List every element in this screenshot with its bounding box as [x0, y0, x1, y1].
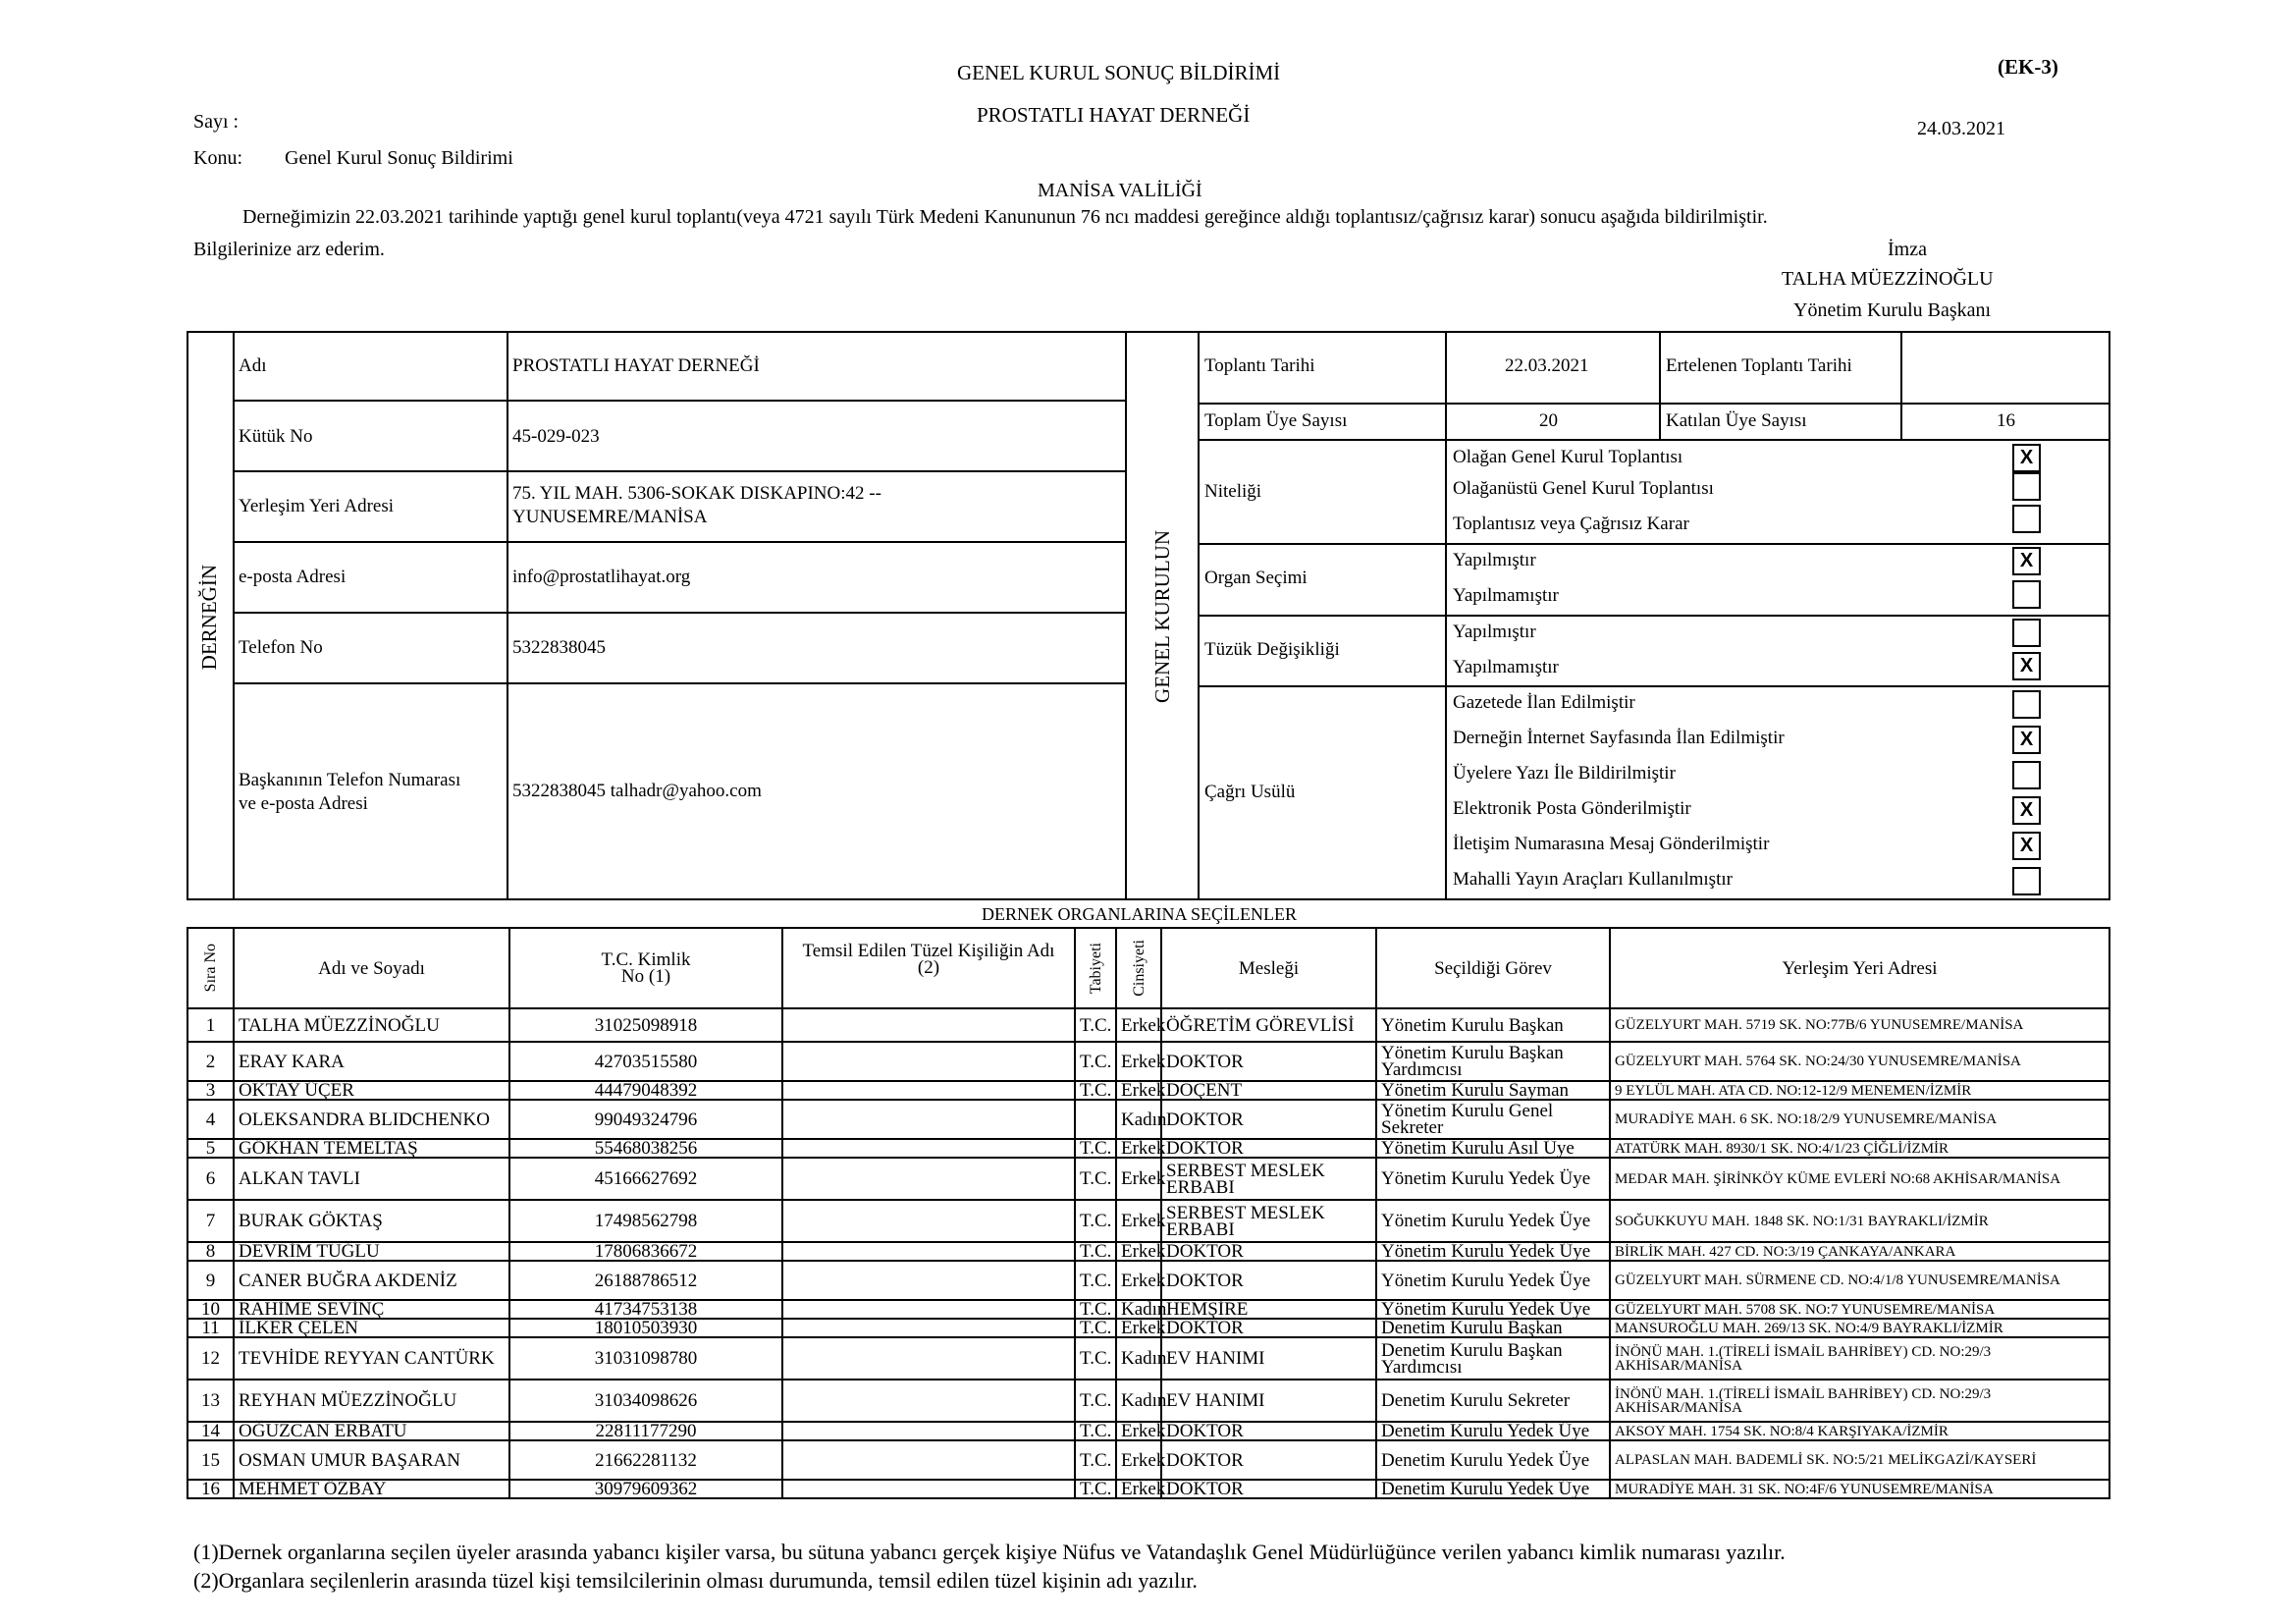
row-adres: GÜZELYURT MAH. 5708 SK. NO:7 YUNUSEMRE/MANİSA	[1610, 1300, 2109, 1319]
row-cinsiyet: Erkek	[1116, 1261, 1161, 1300]
row-meslek: DOKTOR	[1161, 1139, 1376, 1158]
member-row	[187, 1422, 2109, 1440]
row-tc: 21662281132	[509, 1440, 782, 1480]
row-cinsiyet: Kadın	[1116, 1337, 1161, 1380]
dernek-label-telefon: Telefon No	[239, 637, 323, 658]
col-gorev: Seçildiği Görev	[1376, 928, 1610, 1008]
row-tuzel	[782, 1480, 1075, 1498]
row-gorev: Yönetim Kurulu Yedek Üye	[1376, 1242, 1610, 1261]
row-tc: 22811177290	[509, 1422, 782, 1440]
row-adres: MANSUROĞLU MAH. 269/13 SK. NO:4/9 BAYRAKLI/İZMİR	[1610, 1319, 2109, 1337]
member-row	[187, 1319, 2109, 1337]
dernek-value-adi: PROSTATLI HAYAT DERNEĞİ	[512, 355, 760, 376]
row-cinsiyet: Erkek	[1116, 1480, 1161, 1498]
row-no: 10	[187, 1300, 234, 1319]
row-no: 6	[187, 1158, 234, 1200]
row-meslek: DOKTOR	[1161, 1440, 1376, 1480]
annex-label: (EK-3)	[1998, 55, 2058, 79]
row-name: OKTAY ÜÇER	[234, 1081, 509, 1100]
row-tuzel	[782, 1158, 1075, 1200]
row-name: OSMAN UMUR BAŞARAN	[234, 1440, 509, 1480]
cagri-option-1: Gazetede İlan Edilmiştir	[1453, 692, 1635, 713]
konu-value: Genel Kurul Sonuç Bildirimi	[285, 147, 513, 169]
row-no: 9	[187, 1261, 234, 1300]
member-row	[187, 1337, 2109, 1380]
row-tc: 18010503930	[509, 1319, 782, 1337]
dernek-value-eposta: info@prostatlihayat.org	[512, 567, 691, 587]
member-row	[187, 1440, 2109, 1480]
row-tabiyet: T.C.	[1075, 1380, 1116, 1422]
member-row	[187, 1242, 2109, 1261]
row-tabiyet: T.C.	[1075, 1158, 1116, 1200]
recipient: MANİSA VALİLİĞİ	[1038, 180, 1202, 201]
row-meslek: SERBEST MESLEK ERBABI	[1161, 1200, 1376, 1242]
row-name: MEHMET ÖZBAY	[234, 1480, 509, 1498]
col-tabiyet: Tabiyeti	[1075, 928, 1116, 1008]
niteligi-option-1: Olağan Genel Kurul Toplantısı	[1453, 447, 1683, 467]
row-adres: GÜZELYURT MAH. 5719 SK. NO:77B/6 YUNUSEMRE/MANİSA	[1610, 1008, 2109, 1042]
niteligi-option-3: Toplantısız veya Çağrısız Karar	[1453, 514, 1689, 534]
row-name: RAHİME SEVİNÇ	[234, 1300, 509, 1319]
row-cinsiyet: Kadın	[1116, 1380, 1161, 1422]
dernek-label-eposta: e-posta Adresi	[239, 567, 347, 587]
cagri-option-5: İletişim Numarasına Mesaj Gönderilmiştir	[1453, 834, 1770, 854]
dernek-value-telefon: 5322838045	[512, 637, 606, 658]
row-gorev: Yönetim Kurulu Yedek Üye	[1376, 1261, 1610, 1300]
row-tc: 41734753138	[509, 1300, 782, 1319]
row-tc: 55468038256	[509, 1139, 782, 1158]
member-row	[187, 1158, 2109, 1200]
row-gorev: Yönetim Kurulu Yedek Üye	[1376, 1200, 1610, 1242]
row-meslek: ÖĞRETİM GÖREVLİSİ	[1161, 1008, 1376, 1042]
organ-checkbox-1[interactable]: X	[2012, 547, 2041, 575]
row-meslek: HEMŞİRE	[1161, 1300, 1376, 1319]
kurul-side-label: GENEL KURULUN	[1150, 530, 1174, 703]
dernek-value-baskan: 5322838045 talhadr@yahoo.com	[512, 781, 762, 801]
dernek-label-baskan-2: ve e-posta Adresi	[239, 793, 368, 814]
row-gorev: Yönetim Kurulu Başkan Yardımcısı	[1376, 1042, 1610, 1081]
row-name: İLKER ÇELEN	[234, 1319, 509, 1337]
row-meslek: DOKTOR	[1161, 1042, 1376, 1081]
row-adres: MEDAR MAH. ŞİRİNKÖY KÜME EVLERİ NO:68 AKHİSAR/MANİSA	[1610, 1158, 2109, 1200]
row-no: 2	[187, 1042, 234, 1081]
row-cinsiyet: Erkek	[1116, 1158, 1161, 1200]
document-date: 24.03.2021	[1917, 118, 2005, 139]
row-no: 7	[187, 1200, 234, 1242]
niteligi-checkbox-3[interactable]	[2012, 505, 2041, 533]
row-tuzel	[782, 1380, 1075, 1422]
dernek-side-label: DERNEĞİN	[197, 565, 221, 671]
row-tc: 44479048392	[509, 1081, 782, 1100]
signer-name: TALHA MÜEZZİNOĞLU	[1782, 268, 1994, 290]
row-cinsiyet: Kadın	[1116, 1100, 1161, 1139]
row-meslek: DOÇENT	[1161, 1081, 1376, 1100]
row-meslek: DOKTOR	[1161, 1242, 1376, 1261]
col-tc: T.C. Kimlik No (1)	[509, 928, 782, 1008]
row-adres: SOĞUKKUYU MAH. 1848 SK. NO:1/31 BAYRAKLI/İZMİR	[1610, 1200, 2109, 1242]
row-adres: MURADİYE MAH. 31 SK. NO:4F/6 YUNUSEMRE/MANİSA	[1610, 1480, 2109, 1498]
row-cinsiyet: Erkek	[1116, 1319, 1161, 1337]
row-tuzel	[782, 1337, 1075, 1380]
niteligi-option-2: Olağanüstü Genel Kurul Toplantısı	[1453, 478, 1714, 499]
cagri-option-2: Derneğin İnternet Sayfasında İlan Edilmiştir	[1453, 728, 1785, 748]
row-gorev: Denetim Kurulu Başkan	[1376, 1319, 1610, 1337]
toplanti-tarihi-value: 22.03.2021	[1505, 355, 1589, 376]
row-tabiyet: T.C.	[1075, 1261, 1116, 1300]
row-gorev: Yönetim Kurulu Asıl Üye	[1376, 1139, 1610, 1158]
row-name: CANER BUĞRA AKDENİZ	[234, 1261, 509, 1300]
row-meslek: SERBEST MESLEK ERBABI	[1161, 1158, 1376, 1200]
row-no: 15	[187, 1440, 234, 1480]
association-name: PROSTATLI HAYAT DERNEĞİ	[977, 103, 1251, 127]
toplam-uye-value: 20	[1539, 410, 1558, 431]
tuzuk-option-2: Yapılmamıştır	[1453, 657, 1559, 677]
niteligi-checkbox-2[interactable]	[2012, 472, 2041, 501]
cagri-checkbox-3[interactable]	[2012, 761, 2041, 789]
footnote-1: (1)Dernek organlarına seçilen üyeler arasında yabancı kişiler varsa, bu sütuna yabancı gerçek kişiye Nüfus ve Vatandaşlık Genel Müdürlüğünce verilen yabancı kimlik numarası yazılır.	[193, 1540, 1786, 1564]
toplam-uye-label: Toplam Üye Sayısı	[1204, 410, 1348, 431]
row-tuzel	[782, 1042, 1075, 1081]
members-header-row	[187, 928, 2109, 1008]
dernek-value-adres: 75. YIL MAH. 5306-SOKAK DISKAPINO:42 --	[512, 483, 881, 504]
col-cinsiyet: Cinsiyeti	[1116, 928, 1161, 1008]
row-gorev: Denetim Kurulu Yedek Üye	[1376, 1480, 1610, 1498]
row-tc: 17806836672	[509, 1242, 782, 1261]
row-gorev: Yönetim Kurulu Yedek Üye	[1376, 1300, 1610, 1319]
row-name: TALHA MÜEZZİNOĞLU	[234, 1008, 509, 1042]
tuzuk-checkbox-1[interactable]	[2012, 619, 2041, 647]
organ-option-1: Yapılmıştır	[1453, 550, 1536, 570]
row-tuzel	[782, 1242, 1075, 1261]
member-row	[187, 1100, 2109, 1139]
row-tc: 45166627692	[509, 1158, 782, 1200]
row-adres: ATATÜRK MAH. 8930/1 SK. NO:4/1/23 ÇİĞLİ/İZMİR	[1610, 1139, 2109, 1158]
row-tc: 31025098918	[509, 1008, 782, 1042]
member-row	[187, 1008, 2109, 1042]
member-row	[187, 1081, 2109, 1100]
row-name: ALKAN TAVLI	[234, 1158, 509, 1200]
dernek-value-adres-2: YUNUSEMRE/MANİSA	[512, 507, 708, 527]
cagri-checkbox-5[interactable]: X	[2012, 832, 2041, 860]
row-no: 11	[187, 1319, 234, 1337]
dernek-value-kutuk: 45-029-023	[512, 426, 600, 447]
row-adres: İNÖNÜ MAH. 1.(TİRELİ İSMAİL BAHRİBEY) CD. NO:29/3 AKHİSAR/MANİSA	[1610, 1380, 2109, 1422]
row-tuzel	[782, 1440, 1075, 1480]
col-meslek: Mesleği	[1161, 928, 1376, 1008]
row-gorev: Denetim Kurulu Başkan Yardımcısı	[1376, 1337, 1610, 1380]
row-tuzel	[782, 1100, 1075, 1139]
cagri-option-3: Üyelere Yazı İle Bildirilmiştir	[1453, 763, 1676, 784]
row-name: ERAY KARA	[234, 1042, 509, 1081]
row-tuzel	[782, 1319, 1075, 1337]
row-meslek: EV HANIMI	[1161, 1380, 1376, 1422]
row-cinsiyet: Erkek	[1116, 1242, 1161, 1261]
organ-label: Organ Seçimi	[1204, 568, 1308, 588]
row-gorev: Denetim Kurulu Sekreter	[1376, 1380, 1610, 1422]
row-meslek: DOKTOR	[1161, 1261, 1376, 1300]
row-meslek: DOKTOR	[1161, 1100, 1376, 1139]
niteligi-checkbox-1[interactable]: X	[2012, 444, 2041, 472]
row-name: OĞUZCAN ERBATU	[234, 1422, 509, 1440]
tuzuk-label: Tüzük Değişikliği	[1204, 639, 1340, 660]
row-adres: GÜZELYURT MAH. 5764 SK. NO:24/30 YUNUSEMRE/MANİSA	[1610, 1042, 2109, 1081]
row-tc: 42703515580	[509, 1042, 782, 1081]
member-row	[187, 1261, 2109, 1300]
row-name: DEVRİM TUĞLU	[234, 1242, 509, 1261]
organ-checkbox-2[interactable]	[2012, 580, 2041, 609]
member-row	[187, 1042, 2109, 1081]
row-cinsiyet: Erkek	[1116, 1422, 1161, 1440]
row-tc: 31031098780	[509, 1337, 782, 1380]
row-tabiyet: T.C.	[1075, 1139, 1116, 1158]
row-no: 12	[187, 1337, 234, 1380]
row-gorev: Yönetim Kurulu Sayman	[1376, 1081, 1610, 1100]
row-tc: 30979609362	[509, 1480, 782, 1498]
row-cinsiyet: Kadın	[1116, 1300, 1161, 1319]
row-tc: 31034098626	[509, 1380, 782, 1422]
members-table	[187, 927, 2110, 1499]
footnote-2: (2)Organlara seçilenlerin arasında tüzel kişi temsilcilerinin olması durumunda, temsil edilen tüzel kişinin adı yazılır.	[193, 1568, 1198, 1593]
toplanti-tarihi-label: Toplantı Tarihi	[1204, 355, 1315, 376]
row-no: 13	[187, 1380, 234, 1422]
member-row	[187, 1380, 2109, 1422]
katilan-value: 16	[1997, 410, 2015, 431]
katilan-label: Katılan Üye Sayısı	[1666, 410, 1807, 431]
row-tc: 99049324796	[509, 1100, 782, 1139]
row-tabiyet: T.C.	[1075, 1422, 1116, 1440]
row-no: 14	[187, 1422, 234, 1440]
row-cinsiyet: Erkek	[1116, 1081, 1161, 1100]
row-tabiyet	[1075, 1100, 1116, 1139]
col-sira: Sıra No	[187, 928, 234, 1008]
row-meslek: EV HANIMI	[1161, 1337, 1376, 1380]
row-tabiyet: T.C.	[1075, 1300, 1116, 1319]
row-tabiyet: T.C.	[1075, 1480, 1116, 1498]
row-cinsiyet: Erkek	[1116, 1008, 1161, 1042]
paragraph-line2: Bilgilerinize arz ederim.	[193, 239, 385, 260]
row-tc: 26188786512	[509, 1261, 782, 1300]
row-tuzel	[782, 1422, 1075, 1440]
col-tuzel: Temsil Edilen Tüzel Kişiliğin Adı (2)	[782, 928, 1075, 1008]
dernek-label-kutuk: Kütük No	[239, 426, 313, 447]
row-cinsiyet: Erkek	[1116, 1200, 1161, 1242]
member-row	[187, 1139, 2109, 1158]
row-cinsiyet: Erkek	[1116, 1139, 1161, 1158]
niteligi-label: Niteliği	[1204, 481, 1262, 502]
cagri-checkbox-2[interactable]: X	[2012, 726, 2041, 754]
cagri-checkbox-6[interactable]	[2012, 867, 2041, 895]
members-caption: DERNEK ORGANLARINA SEÇİLENLER	[982, 904, 1297, 924]
row-name: BURAK GÖKTAŞ	[234, 1200, 509, 1242]
cagri-option-6: Mahalli Yayın Araçları Kullanılmıştır	[1453, 869, 1733, 890]
row-tuzel	[782, 1139, 1075, 1158]
row-tabiyet: T.C.	[1075, 1042, 1116, 1081]
row-gorev: Denetim Kurulu Yedek Üye	[1376, 1422, 1610, 1440]
row-tuzel	[782, 1300, 1075, 1319]
row-tabiyet: T.C.	[1075, 1319, 1116, 1337]
organ-option-2: Yapılmamıştır	[1453, 585, 1559, 606]
row-adres: GÜZELYURT MAH. SÜRMENE CD. NO:4/1/8 YUNUSEMRE/MANİSA	[1610, 1261, 2109, 1300]
row-tabiyet: T.C.	[1075, 1440, 1116, 1480]
imza-label: İmza	[1888, 239, 1927, 260]
row-no: 16	[187, 1480, 234, 1498]
konu-label: Konu:	[193, 147, 242, 169]
member-row	[187, 1480, 2109, 1498]
cagri-checkbox-1[interactable]	[2012, 690, 2041, 719]
sayi-label: Sayı :	[193, 111, 240, 133]
row-tuzel	[782, 1081, 1075, 1100]
dernek-label-baskan: Başkanının Telefon Numarası	[239, 770, 461, 790]
row-tuzel	[782, 1200, 1075, 1242]
row-adres: ALPASLAN MAH. BADEMLİ SK. NO:5/21 MELİKGAZİ/KAYSERİ	[1610, 1440, 2109, 1480]
row-gorev: Denetim Kurulu Yedek Üye	[1376, 1440, 1610, 1480]
row-cinsiyet: Erkek	[1116, 1440, 1161, 1480]
tuzuk-option-1: Yapılmıştır	[1453, 622, 1536, 642]
row-meslek: DOKTOR	[1161, 1422, 1376, 1440]
row-no: 1	[187, 1008, 234, 1042]
row-gorev: Yönetim Kurulu Başkan	[1376, 1008, 1610, 1042]
row-no: 4	[187, 1100, 234, 1139]
member-row	[187, 1300, 2109, 1319]
cagri-label: Çağrı Usülü	[1204, 782, 1296, 802]
paragraph-line1: Derneğimizin 22.03.2021 tarihinde yaptığı genel kurul toplantı(veya 4721 sayılı Türk Medeni Kanununun 76 ncı maddesi gereğince aldığı toplantısız/çağrısız karar) sonucu aşağıda bildirilmiştir.	[242, 206, 1768, 228]
row-no: 3	[187, 1081, 234, 1100]
col-ad: Adı ve Soyadı	[234, 928, 509, 1008]
row-cinsiyet: Erkek	[1116, 1042, 1161, 1081]
row-gorev: Yönetim Kurulu Yedek Üye	[1376, 1158, 1610, 1200]
row-tuzel	[782, 1008, 1075, 1042]
tuzuk-checkbox-2[interactable]: X	[2012, 652, 2041, 680]
row-gorev: Yönetim Kurulu Genel Sekreter	[1376, 1100, 1610, 1139]
row-adres: BİRLİK MAH. 427 CD. NO:3/19 ÇANKAYA/ANKARA	[1610, 1242, 2109, 1261]
row-name: TEVHİDE REYYAN CANTÜRK	[234, 1337, 509, 1380]
row-tabiyet: T.C.	[1075, 1081, 1116, 1100]
row-tabiyet: T.C.	[1075, 1337, 1116, 1380]
cagri-checkbox-4[interactable]: X	[2012, 796, 2041, 825]
row-tc: 17498562798	[509, 1200, 782, 1242]
member-row	[187, 1200, 2109, 1242]
cagri-option-4: Elektronik Posta Gönderilmiştir	[1453, 798, 1691, 819]
row-adres: AKSOY MAH. 1754 SK. NO:8/4 KARŞIYAKA/İZMİR	[1610, 1422, 2109, 1440]
signer-title: Yönetim Kurulu Başkanı	[1793, 299, 1992, 321]
row-tabiyet: T.C.	[1075, 1008, 1116, 1042]
dernek-label-adi: Adı	[239, 355, 267, 376]
row-meslek: DOKTOR	[1161, 1319, 1376, 1337]
ertelenen-label: Ertelenen Toplantı Tarihi	[1666, 355, 1852, 376]
row-adres: İNÖNÜ MAH. 1.(TİRELİ İSMAİL BAHRİBEY) CD. NO:29/3 AKHİSAR/MANİSA	[1610, 1337, 2109, 1380]
row-name: GÖKHAN TEMELTAŞ	[234, 1139, 509, 1158]
col-adres: Yerleşim Yeri Adresi	[1610, 928, 2109, 1008]
row-name: OLEKSANDRA BLIDCHENKO	[234, 1100, 509, 1139]
row-adres: MURADİYE MAH. 6 SK. NO:18/2/9 YUNUSEMRE/MANİSA	[1610, 1100, 2109, 1139]
row-name: REYHAN MÜEZZİNOĞLU	[234, 1380, 509, 1422]
row-adres: 9 EYLÜL MAH. ATA CD. NO:12-12/9 MENEMEN/İZMİR	[1610, 1081, 2109, 1100]
row-no: 8	[187, 1242, 234, 1261]
row-tuzel	[782, 1261, 1075, 1300]
row-meslek: DOKTOR	[1161, 1480, 1376, 1498]
row-no: 5	[187, 1139, 234, 1158]
row-tabiyet: T.C.	[1075, 1242, 1116, 1261]
document-title: GENEL KURUL SONUÇ BİLDİRİMİ	[957, 61, 1281, 84]
dernek-label-adres: Yerleşim Yeri Adresi	[239, 496, 395, 516]
row-tabiyet: T.C.	[1075, 1200, 1116, 1242]
